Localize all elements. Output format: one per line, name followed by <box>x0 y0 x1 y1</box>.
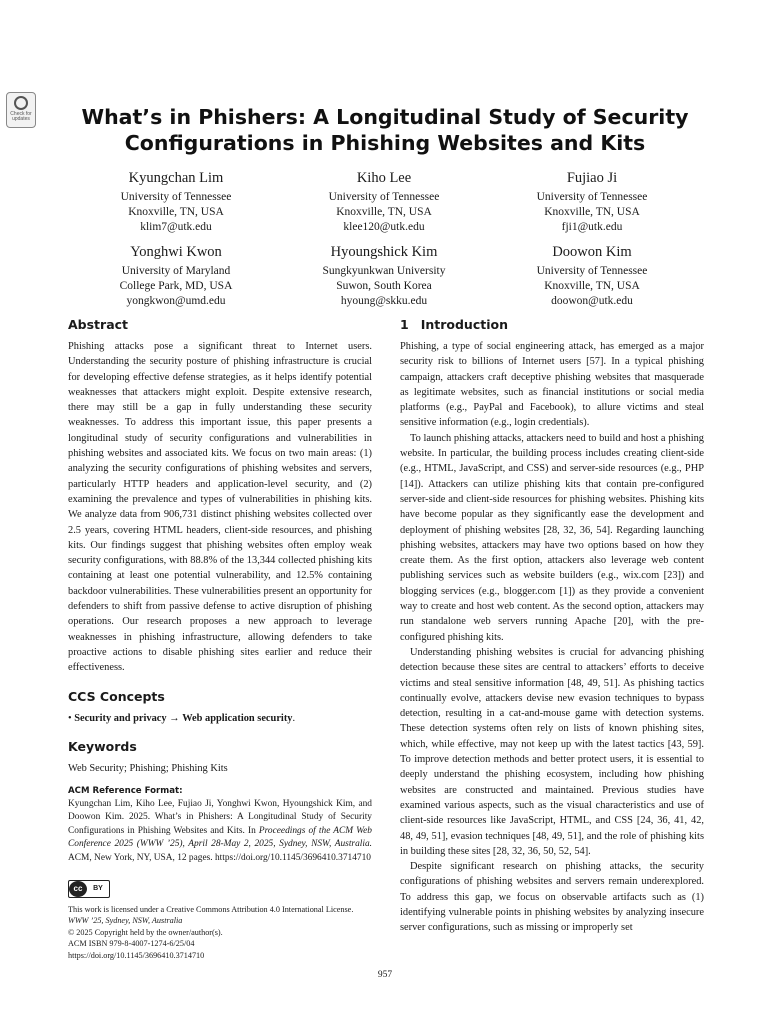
author-location: Suwon, South Korea <box>336 280 432 292</box>
reference-heading: ACM Reference Format: <box>68 785 183 796</box>
cc-icon: cc <box>69 881 87 897</box>
author-card <box>76 243 276 309</box>
license-line: This work is licensed under a Creative Commons Attribution 4.0 International License. <box>68 904 354 914</box>
author-name: Hyoungshick Kim <box>330 244 438 260</box>
author-card <box>284 243 484 309</box>
author-row-2 <box>76 243 692 309</box>
author-card <box>284 169 484 235</box>
left-column <box>68 316 372 961</box>
abstract-text: Phishing attacks pose a significant threat to Internet users. Understanding the security posture of phishing infrastructure is crucial for developing effective defense strategies, as it helps identify potential weaknesses that attackers might exploit. Despite extensive research, there may still be a gap in fully understanding these security weaknesses. To address this important issue, this paper presents a longitudinal study of security configurations and vulnerabilities in phishing websites and associated kits. We focus on two main areas: (1) analyzing the security configurations of phishing websites and servers, particularly HTTP headers and application-level security, and (2) examining the prevalence and types of vulnerabilities in phishing kits. We analyze data from 906,731 distinct phishing websites collected over 2.5 years, covering HTML headers, client-side resources, and phishing kits. Our findings suggest that phishing websites often employ weak security configurations, with 88.8% of the 13,344 collected phishing kits containing at least one potential vulnerability, and 12.5% containing backdoor vulnerabilities. These vulnerabilities present an opportunity for defenders to shift from passive defense to active disruption of phishing operations. Our research proposes a new approach to leverage weaknesses in phishing infrastructure, allowing defenders to take proactive actions to disable phishing sites earlier and reduce their effectiveness. <box>68 341 372 674</box>
author-email[interactable]: hyoung@skku.edu <box>340 295 428 307</box>
author-email[interactable]: yongkwon@umd.edu <box>126 295 226 307</box>
reference-text <box>68 798 372 866</box>
author-name: Doowon Kim <box>552 244 632 260</box>
author-affiliation: Sungkyunkwan University <box>322 265 446 277</box>
intro-paragraph-2: To launch phishing attacks, attackers need to build and host a phishing website. In particular, the building process includes creating client-side (e.g., HTML, JavaScript, and CSS) and server-side resources (e.g., PHP [14]). Attackers can utilize phishing kits that contain pre-configured server-side and client-side resources for phishing websites. Phishing kits have become popular as they significantly ease the development and deployment of phishing websites [28, 32, 36, 54]. Regarding launching phishing websites, attackers may have two options based on how they create them. As the first option, attackers also leverage web content publishing services such as website builders (e.g., wix.com [23]) and blogging services (e.g., blogger.com [1]) as they provide a convenient way to create and host web content. As the second option, attackers may run standalone web servers running Apache [20], with the pre-configured phishing kits. <box>400 432 704 643</box>
license-venue-text: WWW ’25, Sydney, NSW, Australia <box>68 916 183 925</box>
isbn-line: ACM ISBN 979-8-4007-1274-6/25/04 <box>68 939 195 948</box>
period: . <box>292 712 296 724</box>
section-number: 1 <box>400 317 409 332</box>
author-name: Kiho Lee <box>356 170 412 186</box>
author-location: Knoxville, TN, USA <box>544 280 640 292</box>
author-location: Knoxville, TN, USA <box>336 206 432 218</box>
author-card <box>492 169 692 235</box>
author-email[interactable]: fji1@utk.edu <box>561 221 623 233</box>
arrow-icon: → <box>169 712 180 724</box>
intro-paragraph-4: Despite significant research on phishing attacks, the security configurations of phishing websites and servers remain underexplored. To address this gap, we focus on observable artifacts such as (1) identifying vulnerable points in phishing websites by analyzing insecure server configurations, such as missing or improperly set <box>400 861 704 934</box>
author-row-1 <box>76 169 692 235</box>
author-affiliation: University of Tennessee <box>536 191 648 203</box>
author-card <box>492 243 692 309</box>
intro-paragraph-1: Phishing, a type of social engineering attack, has emerged as a major security risk to billions of Internet users [57]. In a typical phishing campaign, attackers craft deceptive phishing websites that masquerade as legitimate websites, such as financial institutions or social media platforms (e.g., PayPal and Facebook), to allure victims and steal sensitive information (e.g., login credentials). <box>400 341 704 429</box>
section-title: Introduction <box>420 317 508 332</box>
keywords-heading: Keywords <box>68 738 137 754</box>
by-icon: BY <box>93 885 103 892</box>
copyright-line: © 2025 Copyright held by the owner/author(s). <box>68 927 223 937</box>
reference-authors: Kyungchan Lim, Kiho Lee, Fujiao Ji, Yonghwi Kwon, Hyoungshick Kim, and Doowon Kim. 2025. What’s in Phishers: A Longitudinal Study of Security Configurations in Phishing Websites and Kits. In <box>68 798 372 836</box>
author-affiliation: University of Tennessee <box>328 191 440 203</box>
license-venue <box>68 915 372 927</box>
author-affiliation: University of Tennessee <box>536 265 648 277</box>
bullet: • <box>68 712 72 724</box>
keywords-text: Web Security; Phishing; Phishing Kits <box>68 762 228 774</box>
author-name: Yonghwi Kwon <box>130 244 222 260</box>
right-column <box>400 316 704 936</box>
author-card <box>76 169 276 235</box>
ccs-concept: Security and privacy <box>74 712 167 724</box>
author-affiliation: University of Tennessee <box>120 191 232 203</box>
check-for-updates-badge[interactable] <box>6 92 36 128</box>
author-block <box>76 169 692 317</box>
cc-by-badge[interactable] <box>68 880 110 898</box>
intro-paragraph-3: Understanding phishing websites is crucial for advancing phishing detection because these sites are central to attackers’ efforts to deceive victims and steal sensitive information [48, 49, 51]. As phishing tactics continually evolve, attackers devise new evasion techniques to bypass detection, resulting in a cat-and-mouse game with detection systems. These detection systems often rely on lists of known phishing sites, which, while effective, may not keep up with the latest tactics [43, 59]. To improve detection methods and better protect users, it is essential to deeply understand the phishing ecosystem, including how phishing websites are constructed and maintained. Previous studies have examined various aspects, such as the visual characteristics and use of client-side resources like JavaScript, HTML, and CSS [24, 36, 41, 42, 48, 49, 51], evasion techniques [48, 49, 51], and the role of phishing kits in building these sites [28, 32, 36, 50, 52, 54]. <box>400 646 704 857</box>
abstract-heading: Abstract <box>68 317 129 332</box>
reference-doi[interactable]: ACM, New York, NY, USA, 12 pages. https://doi.org/10.1145/3696410.3714710 <box>68 852 371 863</box>
author-email[interactable]: doowon@utk.edu <box>551 295 633 307</box>
check-for-updates-icon <box>14 96 28 110</box>
author-location: College Park, MD, USA <box>119 280 233 292</box>
doi-link[interactable]: https://doi.org/10.1145/3696410.3714710 <box>68 950 205 960</box>
reference-venue: Proceedings of the ACM Web Conference 2025 (WWW ’25), April 28-May 2, 2025, Sydney, NSW, Australia. <box>68 825 372 850</box>
author-location: Knoxville, TN, USA <box>128 206 224 218</box>
ccs-heading: CCS Concepts <box>68 688 165 704</box>
introduction-heading <box>400 316 704 334</box>
ccs-concept-line <box>68 711 372 726</box>
author-email[interactable]: klee120@utk.edu <box>343 221 425 233</box>
author-email[interactable]: klim7@utk.edu <box>140 221 212 233</box>
author-affiliation: University of Maryland <box>121 265 231 277</box>
author-name: Kyungchan Lim <box>128 170 224 186</box>
page-number: 957 <box>377 970 393 980</box>
author-location: Knoxville, TN, USA <box>544 206 640 218</box>
author-name: Fujiao Ji <box>566 170 618 186</box>
ccs-subconcept: Web application security <box>182 712 293 724</box>
paper-title: What’s in Phishers: A Longitudinal Study of Security Configurations in Phishing Websites and Kits <box>81 105 689 155</box>
badge-text: Check for updates <box>10 111 32 122</box>
